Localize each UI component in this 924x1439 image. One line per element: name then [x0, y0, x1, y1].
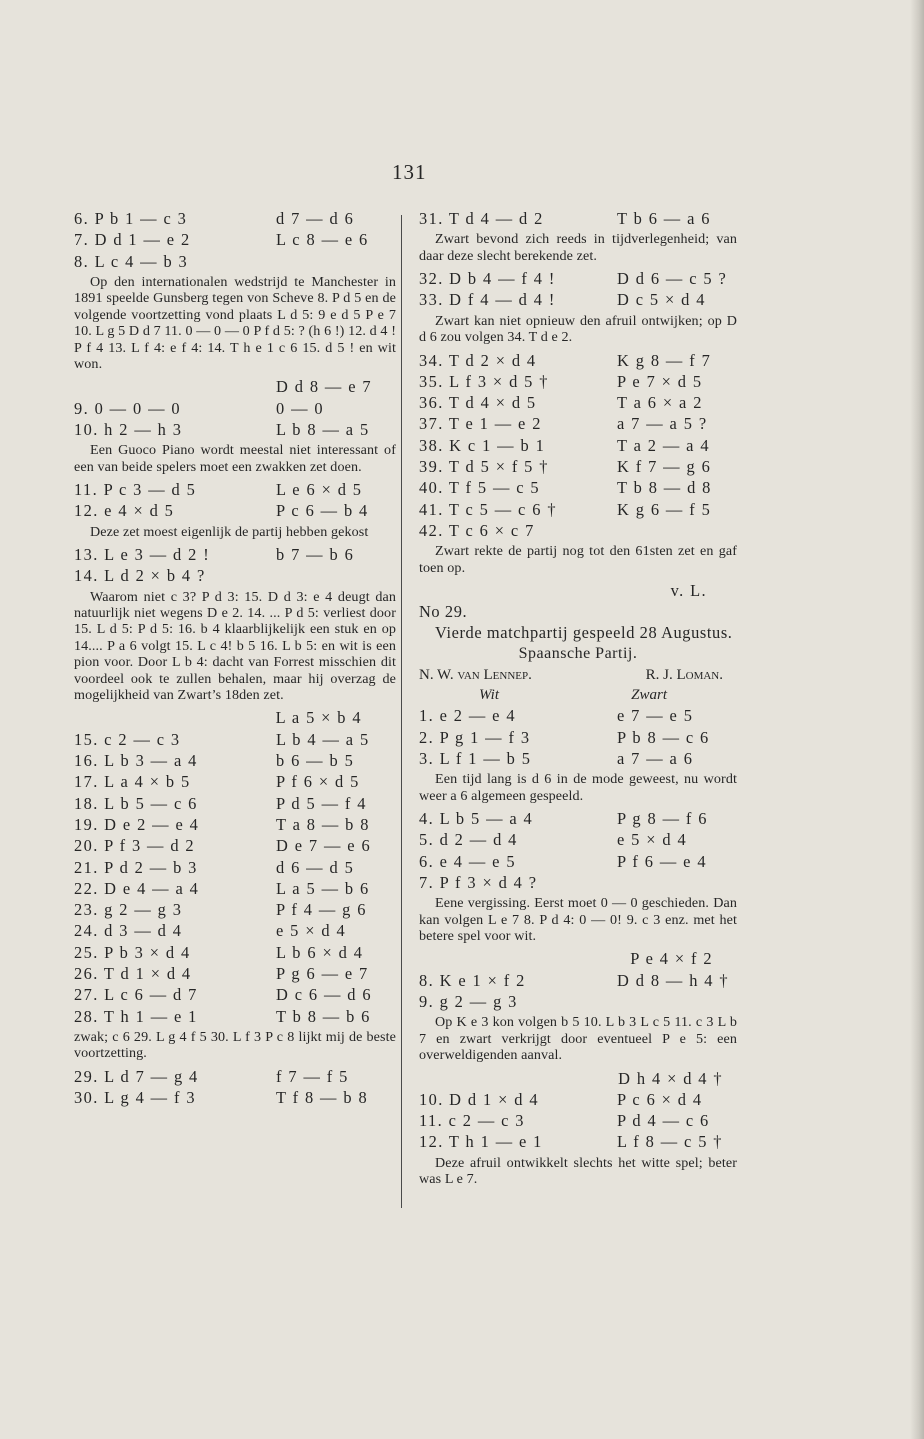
game-number: No 29.: [419, 602, 468, 622]
black-move: P g 8 — f 6: [617, 809, 708, 828]
black-move: L f 8 — c 5 †: [617, 1132, 723, 1152]
white-move: 1. e 2 — e 4: [419, 706, 516, 726]
black-move: P f 6 — e 4: [617, 851, 707, 871]
white-move: 8. L c 4 — b 3: [74, 251, 189, 271]
move-row: [419, 499, 737, 520]
white-move: 35. L f 3 × d 5 †: [419, 371, 549, 391]
black-move: [617, 520, 737, 541]
black-move: T b 6 — a 6: [617, 209, 711, 228]
black-move: b 6 — b 5: [276, 751, 355, 771]
annotation: Op K e 3 kon volgen b 5 10. L b 3 L c 5 11. c 3 L b 7 en zwart verkrijgt door eventueel P e 5: een overweldigenden aanval.: [419, 1014, 737, 1064]
white-move: 4. L b 5 — a 4: [419, 809, 534, 828]
black-move: P c 6 — b 4: [276, 501, 369, 521]
black-move: D h 4 × d 4 †: [618, 1068, 723, 1088]
move-row: [419, 435, 737, 456]
moves-block: [419, 705, 737, 769]
black-move: e 7 — e 5: [617, 706, 694, 726]
black-move: b 7 — b 6: [276, 545, 355, 565]
move-row: [419, 1131, 737, 1152]
move-row: [419, 727, 737, 748]
annotation: Deze zet moest eigenlijk de partij hebben gekost: [90, 523, 369, 540]
white-move: 19. D e 2 — e 4: [74, 814, 200, 834]
white-move: 30. L g 4 — f 3: [74, 1088, 196, 1108]
move-row: [419, 371, 737, 392]
black-move: L a 5 — b 6: [276, 878, 370, 898]
black-move: [276, 565, 396, 586]
black-move: K g 6 — f 5: [617, 499, 712, 519]
white-move: 18. L b 5 — c 6: [74, 793, 198, 813]
right-column: [401, 208, 737, 1192]
black-move: D e 7 — e 6: [276, 836, 372, 856]
move-row: [419, 872, 737, 893]
black-move: P c 6 × d 4: [617, 1089, 703, 1109]
move-row: [419, 456, 737, 477]
moves-block: [419, 970, 737, 1013]
move-row: [74, 419, 396, 440]
moves-block: [419, 208, 737, 229]
white-move: 6. e 4 — e 5: [419, 851, 516, 871]
move-row: [74, 920, 396, 941]
white-move: 27. L c 6 — d 7: [74, 985, 198, 1005]
move-row: [74, 500, 396, 521]
game-heading: Vierde matchpartij gespeeld 28 Augustus.: [435, 623, 733, 643]
move-row: [74, 251, 396, 272]
white-move: 6. P b 1 — c 3: [74, 209, 188, 228]
black-move: D c 5 × d 4: [617, 290, 706, 310]
label-white: Wit: [479, 687, 500, 704]
white-move: 29. L d 7 — g 4: [74, 1066, 199, 1086]
move-row: [74, 771, 396, 792]
black-move: D d 6 — c 5 ?: [617, 269, 728, 289]
annotation: Zwart bevond zich reeds in tijdverlegenheid; van daar deze slecht berekende zet.: [419, 231, 737, 264]
annotation: Een tijd lang is d 6 in de mode geweest, nu wordt weer a 6 algemeen gespeeld.: [419, 771, 737, 804]
player-white: N. W. van Lennep.: [419, 667, 532, 684]
annotation: Zwart kan niet opnieuw den afruil ontwijken; op D d 6 zou volgen 34. T d e 2.: [419, 312, 737, 346]
move-row: [74, 857, 396, 878]
left-column: [74, 208, 396, 1108]
move-row: [419, 970, 737, 991]
black-move: L e 6 × d 5: [276, 480, 363, 500]
black-move: d 7 — d 6: [276, 209, 355, 228]
signature: v. L.: [670, 581, 707, 600]
move-row: [74, 1006, 396, 1027]
opening-name: Spaansche Partij.: [518, 645, 638, 663]
move-row: [74, 984, 396, 1005]
white-move: 5. d 2 — d 4: [419, 830, 518, 850]
move-row: [74, 208, 396, 229]
black-move: L b 4 — a 5: [276, 729, 370, 749]
move-row: [419, 268, 737, 289]
moves-block: [74, 1066, 396, 1109]
label-black: Zwart: [631, 687, 667, 704]
annotation: Op den internationalen wedstrijd te Manchester in 1891 speelde Gunsberg tegen von Scheve 8. P d 5 en de volgende voortzetting vond plaats L d 5: 9 e d 5 P e 7 10. L g 5 D d 7 11. 0 — 0 — 0 P f d 5: ? (h 6 !) 12. d 4 ! P f 4 13. L f 4: e f 4: 14. T h e 1 c 6 15. d 5 ! en wit won.: [74, 273, 396, 372]
move-line: [74, 376, 396, 397]
black-move: D d 8 — e 7: [276, 377, 372, 397]
white-move: 14. L d 2 × b 4 ?: [74, 566, 206, 586]
black-move: P g 6 — e 7: [276, 964, 369, 984]
annotation: Deze afruil ontwikkelt slechts het witte spel; beter was L e 7.: [419, 1154, 737, 1188]
move-row: [74, 1066, 396, 1087]
white-move: 12. e 4 × d 5: [74, 501, 175, 521]
white-move: 7. P f 3 × d 4 ?: [419, 872, 538, 892]
black-move: P b 8 — c 6: [617, 727, 710, 747]
annotation: Eene vergissing. Eerst moet 0 — 0 geschieden. Dan kan volgen L e 7 8. P d 4: 0 — 0! 9. c 3 enz. met het betere spel voor wit.: [419, 895, 737, 944]
annotation: Zwart rekte de partij nog tot den 61sten zet en gaf toen op.: [419, 543, 737, 576]
white-move: 28. T h 1 — e 1: [74, 1006, 198, 1026]
white-move: 31. T d 4 — d 2: [419, 209, 544, 228]
move-row: [74, 544, 396, 565]
moves-block: [74, 479, 396, 522]
colour-labels: [419, 685, 737, 705]
move-row: [74, 729, 396, 750]
move-row: [74, 1087, 396, 1108]
move-row: [419, 413, 737, 434]
white-move: 3. L f 1 — b 5: [419, 748, 532, 768]
move-row: [419, 392, 737, 413]
black-move: [276, 251, 396, 272]
moves-block: [74, 208, 396, 272]
move-line: [74, 707, 396, 728]
move-row: [74, 750, 396, 771]
white-move: 25. P b 3 × d 4: [74, 942, 191, 962]
black-move: K g 8 — f 7: [617, 350, 712, 370]
moves-block: [419, 1089, 737, 1153]
white-move: 9. g 2 — g 3: [419, 992, 518, 1011]
move-row: [74, 899, 396, 920]
move-row: [74, 942, 396, 963]
move-row: [419, 208, 737, 229]
white-move: 24. d 3 — d 4: [74, 921, 183, 941]
move-row: [74, 878, 396, 899]
black-move: D c 6 — d 6: [276, 985, 372, 1005]
black-move: d 6 — d 5: [276, 857, 355, 877]
move-row: [419, 350, 737, 371]
black-move: T b 8 — b 6: [276, 1006, 371, 1026]
white-move: 37. T e 1 — e 2: [419, 414, 542, 434]
white-move: 17. L a 4 × b 5: [74, 772, 191, 792]
white-move: 26. T d 1 × d 4: [74, 964, 192, 984]
black-move: D d 8 — h 4 †: [617, 970, 729, 990]
player-black: R. J. Loman.: [645, 667, 723, 684]
white-move: 21. P d 2 — b 3: [74, 857, 198, 877]
move-row: [74, 963, 396, 984]
moves-block: [419, 808, 737, 893]
move-row: [74, 398, 396, 419]
white-move: 11. P c 3 — d 5: [74, 480, 197, 500]
black-move: T a 2 — a 4: [617, 435, 710, 455]
white-move: 13. L e 3 — d 2 !: [74, 545, 211, 565]
white-move: 36. T d 4 × d 5: [419, 393, 537, 413]
black-move: T b 8 — d 8: [617, 478, 712, 498]
white-move: 38. K c 1 — b 1: [419, 435, 546, 455]
move-row: [419, 808, 737, 829]
move-row: [419, 705, 737, 726]
black-move: P d 4 — c 6: [617, 1111, 710, 1131]
white-move: 20. P f 3 — d 2: [74, 836, 196, 856]
white-move: 32. D b 4 — f 4 !: [419, 269, 556, 289]
move-row: [419, 520, 737, 541]
page-edge: [910, 0, 924, 1439]
move-row: [74, 565, 396, 586]
white-move: 39. T d 5 × f 5 †: [419, 457, 549, 476]
black-move: [617, 872, 737, 893]
move-row: [419, 1089, 737, 1110]
black-move: [617, 991, 737, 1012]
white-move: 10. h 2 — h 3: [74, 419, 183, 439]
black-move: L b 8 — a 5: [276, 419, 370, 439]
white-move: 16. L b 3 — a 4: [74, 751, 198, 771]
white-move: 40. T f 5 — c 5: [419, 478, 541, 498]
players: [419, 665, 737, 685]
black-move: e 5 × d 4: [276, 921, 347, 941]
black-move: e 5 × d 4: [617, 830, 688, 850]
white-move: 8. K e 1 × f 2: [419, 970, 526, 990]
black-move: f 7 — f 5: [276, 1066, 349, 1086]
black-move: P f 6 × d 5: [276, 772, 360, 792]
annotation: zwak; c 6 29. L g 4 f 5 30. L f 3 P c 8 lijkt mij de beste voortzetting.: [74, 1028, 396, 1062]
annotation: Waarom niet c 3? P d 3: 15. D d 3: e 4 deugt dan natuurlijk niet wegens D e 2. 14. ... P d 5: verliest door 15. L d 5: P d 5: 16. b 4 klaarblijkelijk een stuk en op 14.... P a 6 volgt 15. L c 4! b 5 16. L b 5: en wit is een pion voor. Door L b 4: dacht van Forrest misschien dit voordeel ook te zullen behalen, maar hij overzag de mogelijkheid van Zwart’s 18den zet.: [74, 588, 396, 704]
white-move: 9. 0 — 0 — 0: [74, 398, 181, 418]
white-move: 15. c 2 — c 3: [74, 729, 181, 749]
white-move: 12. T h 1 — e 1: [419, 1132, 543, 1152]
white-move: 11. c 2 — c 3: [419, 1111, 525, 1131]
signature-line: [419, 580, 737, 601]
black-move: a 7 — a 5 ?: [617, 414, 708, 434]
black-move: T a 6 × a 2: [617, 393, 703, 413]
move-row: [419, 1110, 737, 1131]
white-move: 42. T c 6 × c 7: [419, 520, 535, 540]
black-move: a 7 — a 6: [617, 748, 694, 768]
move-line: [419, 948, 737, 969]
move-row: [74, 835, 396, 856]
white-move: 41. T c 5 — c 6 †: [419, 499, 557, 519]
move-row: [74, 479, 396, 500]
move-row: [74, 793, 396, 814]
black-move: P e 7 × d 5: [617, 371, 703, 391]
move-line: [419, 1068, 737, 1089]
black-move: L a 5 × b 4: [275, 708, 362, 728]
white-move: 10. D d 1 × d 4: [419, 1089, 539, 1109]
black-move: L c 8 — e 6: [276, 230, 369, 250]
move-row: [419, 851, 737, 872]
white-move: 7. D d 1 — e 2: [74, 230, 191, 250]
black-move: 0 — 0: [276, 398, 324, 418]
move-row: [419, 829, 737, 850]
white-move: 33. D f 4 — d 4 !: [419, 290, 556, 310]
black-move: T f 8 — b 8: [276, 1088, 369, 1108]
moves-block: [419, 350, 737, 542]
white-move: 22. D e 4 — a 4: [74, 878, 200, 898]
black-move: P d 5 — f 4: [276, 793, 367, 813]
page-number: 131: [392, 160, 427, 184]
moves-block: [74, 544, 396, 587]
black-move: P e 4 × f 2: [630, 949, 713, 969]
move-row: [419, 991, 737, 1012]
moves-block: [419, 268, 737, 311]
white-move: 34. T d 2 × d 4: [419, 350, 537, 370]
moves-block: [74, 398, 396, 441]
white-move: 23. g 2 — g 3: [74, 900, 183, 920]
black-move: K f 7 — g 6: [617, 457, 712, 476]
move-row: [419, 477, 737, 498]
move-row: [74, 814, 396, 835]
moves-block: [74, 729, 396, 1027]
black-move: T a 8 — b 8: [276, 814, 370, 834]
move-row: [419, 289, 737, 310]
annotation: Een Guoco Piano wordt meestal niet interessant of een van beide spelers moet een zwakken zet doen.: [74, 442, 396, 475]
white-move: 2. P g 1 — f 3: [419, 727, 531, 747]
move-row: [74, 229, 396, 250]
move-row: [419, 748, 737, 769]
black-move: L b 6 × d 4: [276, 942, 364, 962]
black-move: P f 4 — g 6: [276, 900, 367, 920]
